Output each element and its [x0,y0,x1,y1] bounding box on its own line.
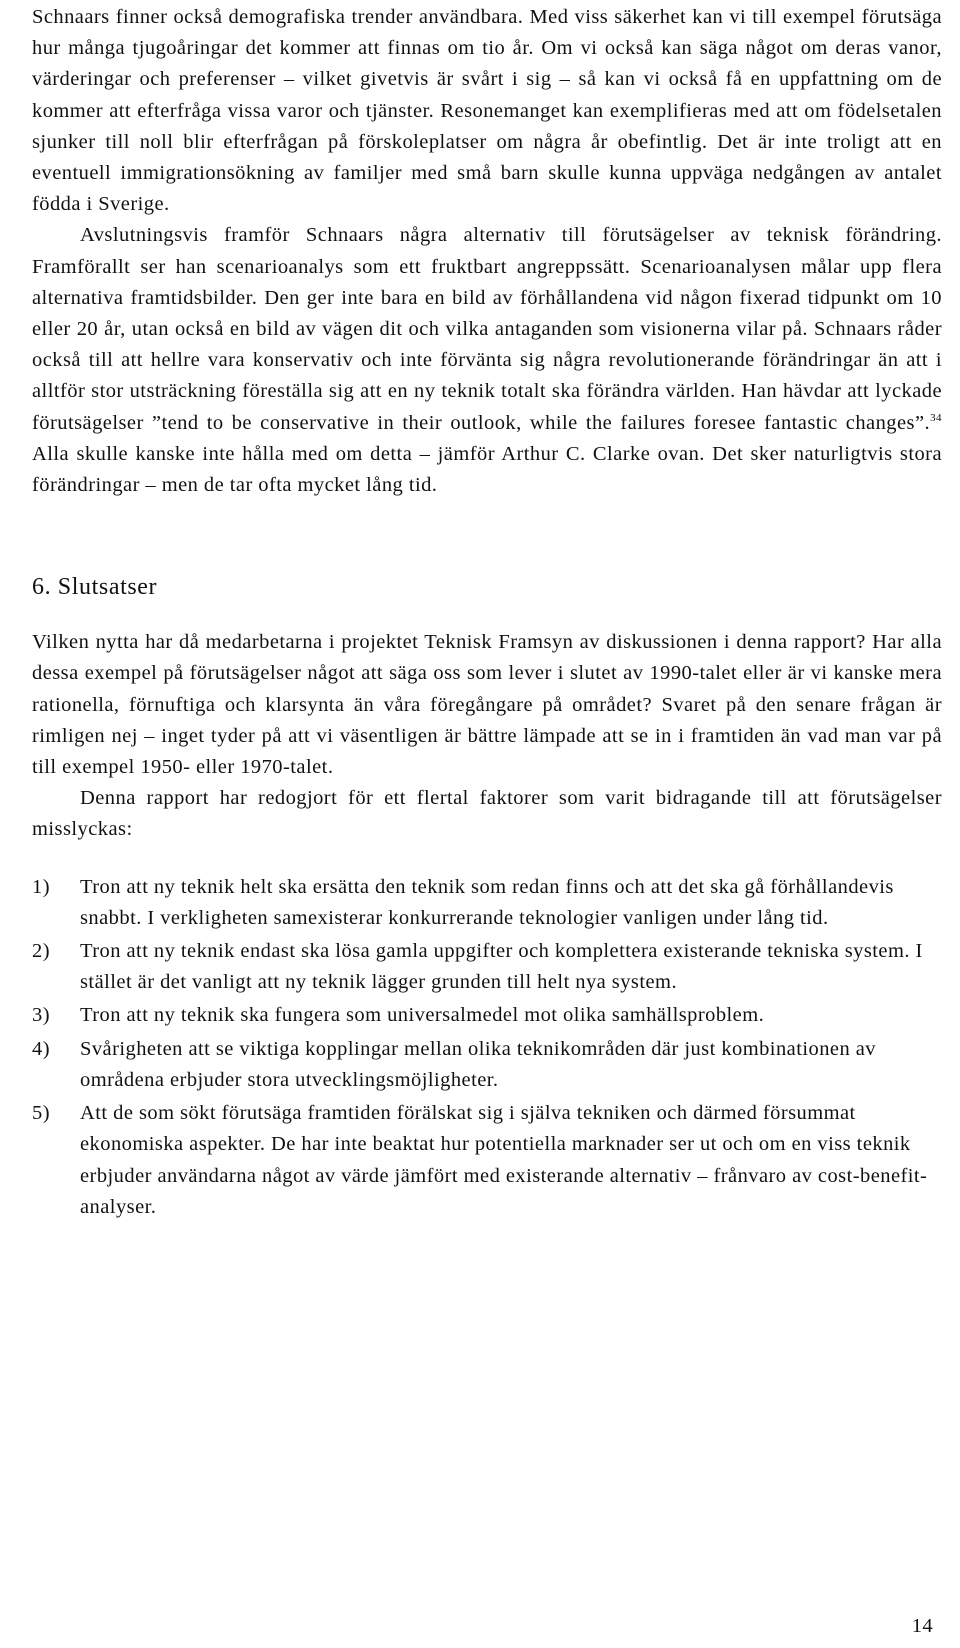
list-marker: 5) [32,1102,50,1125]
body-paragraph: Vilken nytta har då medarbetarna i projektet Teknisk Framsyn av diskussionen i denna rapport? Har alla dessa exempel på förutsägelser något att säga oss som lever i slutet av 1990-talet eller är vi kanske mera rationella, förnuftiga och klarsynta än våra föregångare på området? Svaret på den senare frågan är rimligen nej – inget tyder på att vi väsentligen är bättre lämpade att se in i framtiden än vad man var på till exempel 1950- eller 1970-talet. [32,631,942,779]
list-item-text: Svårigheten att se viktiga kopplingar mellan olika teknikområden där just kombinationen av områdena erbjuder stora utvecklingsmöjligheter. [80,1037,876,1091]
list-item-text: Tron att ny teknik endast ska lösa gamla uppgifter och komplettera existerande tekniska system. I stället är det vanligt att ny teknik lägger grunden till helt nya system. [80,940,923,994]
list-marker: 1) [32,875,50,898]
list-marker: 3) [32,1004,50,1027]
list-item [32,1098,942,1223]
list-item [32,1000,942,1031]
list-marker: 4) [32,1037,50,1060]
paragraph-text: Avslutningsvis framför Schnaars några alternativ till förutsägelser av teknisk förändring. Framförallt ser han scenarioanalys som ett fruktbart angreppssätt. Scenarioanalysen målar upp flera alternativa framtidsbilder. Den ger inte bara en bild av förhållandena vid någon fixerad tidpunkt om 10 eller 20 år, utan också en bild av vägen dit och vilka antaganden som visionerna vilar på. Schnaars råder också till att hellre vara konservativ och inte förvänta sig några revolutionerande förändringar än att i alltför stor utsträckning föreställa sig att en ny teknik totalt ska förändra världen. Han hävdar att lyckade förutsägelser ”tend to be conservative in their outlook, while the failures foresee fantastic changes”. [32,224,942,434]
list-item [32,872,942,934]
list-item [32,1034,942,1096]
document-page [32,2,942,1225]
numbered-list [32,872,942,1223]
body-paragraph: Denna rapport har redogjort för ett flertal faktorer som varit bidragande till att förutsägelser misslyckas: [32,787,942,841]
list-marker: 2) [32,940,50,963]
list-item-text: Tron att ny teknik ska fungera som universalmedel mot olika samhällsproblem. [80,1004,765,1027]
list-item [32,936,942,998]
paragraph-text: Alla skulle kanske inte hålla med om detta – jämför Arthur C. Clarke ovan. Det sker naturligtvis stora förändringar – men de tar ofta mycket lång tid. [32,442,942,497]
section-heading: 6. Slutsatser [32,574,158,601]
footnote-reference[interactable]: 34 [930,411,942,424]
body-paragraph [32,220,942,501]
list-item-text: Att de som sökt förutsäga framtiden förälskat sig i själva tekniken och därmed försummat ekonomiska aspekter. De har inte beaktat hur potentiella marknader ser ut och om en viss teknik erbjuder användarna något av värde jämfört med existerande alternativ – frånvaro av cost-benefit-analyser. [80,1102,928,1218]
page-number: 14 [911,1615,933,1637]
list-item-text: Tron att ny teknik helt ska ersätta den teknik som redan finns och att det ska gå förhållandevis snabbt. I verkligheten samexisterar konkurrerande teknologier vanligen under lång tid. [80,875,894,929]
body-paragraph: Schnaars finner också demografiska trender användbara. Med viss säkerhet kan vi till exempel förutsäga hur många tjugoåringar det kommer att finnas om tio år. Om vi också kan säga något om deras vanor, värderingar och preferenser – vilket givetvis är svårt i sig – så kan vi också få en uppfattning om de kommer att efterfråga vissa varor och tjänster. Resonemanget kan exemplifieras med att om födelsetalen sjunker till noll blir efterfrågan på förskoleplatser om några år obefintlig. Det är inte troligt att en eventuell immigrationsökning av familjer med små barn skulle kunna uppväga nedgången av antalet födda i Sverige. [32,6,942,216]
